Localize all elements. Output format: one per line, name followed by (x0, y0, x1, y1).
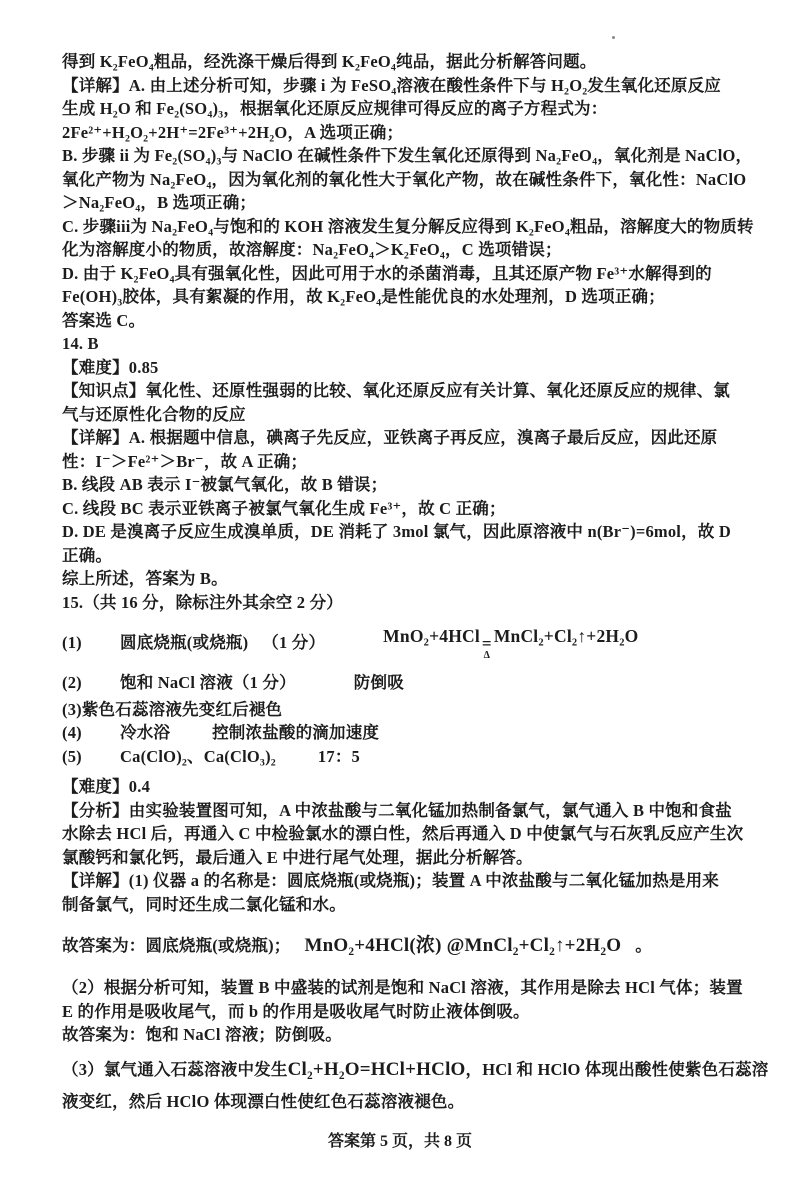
q15-answer-3: (3)紫色石蕊溶液先变红后褪色 (62, 699, 283, 719)
answer-text: 控制浓盐酸的滴加速度 (212, 723, 380, 742)
text-line: 【详解】A. 由上述分析可知，步骤 i 为 FeSO₄溶液在酸性条件下与 H₂O₂发生氧化还原反应 (62, 75, 721, 95)
answer-number: (2) (62, 673, 82, 692)
q15-answer-4 (62, 721, 744, 745)
analysis-line: 【分析】由实验装置图可知，A 中浓盐酸与二氧化锰加热制备氯气，氯气通入 B 中饱和食盐 (62, 800, 732, 820)
text-line: B. 线段 AB 表示 I⁻被氯气氧化，故 B 错误； (62, 475, 388, 494)
text-line: B. 步骤 ii 为 Fe₂(SO₄)₃与 NaClO 在碱性条件下发生氧化还原得到 Na₂FeO₄，氧化剂是 NaClO， (62, 146, 753, 165)
text-line: 制备氯气，同时还生成二氯化锰和水。 (62, 894, 346, 914)
answer-suffix: 。 (635, 936, 652, 956)
score-note: （1 分） (262, 633, 326, 653)
chemical-equation (383, 625, 638, 661)
q15-answer-5 (62, 745, 744, 769)
text-line: 生成 H₂O 和 Fe₂(SO₄)₃，根据氧化还原反应规律可得反应的离子方程式为： (62, 99, 608, 118)
text-line: （2）根据分析可知，装置 B 中盛装的试剂是饱和 NaCl 溶液，其作用是除去 HCl 气体；装置 (62, 978, 743, 997)
delta-symbol: Δ (483, 650, 491, 661)
equation-right: MnCl₂+Cl₂↑+2H₂O (493, 626, 639, 646)
text-line: 氯酸钙和氯化钙，最后通入 E 中进行尾气处理，据此分析解答。 (62, 847, 533, 867)
text-line: D. 由于 K₂FeO₄具有强氧化性，因此可用于水的杀菌消毒，且其还原产物 Fe³⁺水解得到的 (62, 263, 712, 283)
text-line: 正确。 (62, 545, 113, 565)
equation-left: MnO₂+4HCl (383, 626, 480, 646)
answer-selected-line: 答案选 C。 (62, 310, 146, 330)
chemical-equation: Cl₂+H₂O=HCl+HClO (287, 1058, 466, 1080)
answer-number: (4) (62, 723, 82, 742)
summary-line: 综上所述，答案为 B。 (62, 569, 228, 588)
chemical-equation: MnO₂+4HCl(浓) @MnCl₂+Cl₂↑+2H₂O (304, 935, 622, 957)
answer-text: 饱和 NaCl 溶液（1 分） (120, 673, 296, 692)
q15-answer-2 (62, 671, 744, 695)
q15-part1-final-answer (62, 929, 744, 963)
text-line: 性：I⁻＞Fe²⁺＞Br⁻，故 A 正确； (62, 451, 308, 471)
stray-mark (612, 36, 615, 39)
text-line: C. 线段 BC 表示亚铁离子被氯气氧化生成 Fe³⁺，故 C 正确； (62, 498, 506, 518)
text-line: 【详解】A. 根据题中信息，碘离子先反应，亚铁离子再反应，溴离子最后反应，因此还原 (62, 428, 718, 447)
question-15-header: 15.（共 16 分，除标注外其余空 2 分） (62, 592, 343, 612)
difficulty-line: 【难度】0.85 (62, 357, 159, 377)
text-line: 气与还原性化合物的反应 (62, 404, 246, 424)
text-line: D. DE 是溴离子反应生成溴单质，DE 消耗了 3mol 氯气，因此原溶液中 n(Br⁻)=6mol，故 D (62, 522, 731, 541)
text-line: 故答案为：饱和 NaCl 溶液；防倒吸。 (62, 1025, 342, 1044)
answer-suffix: ，HCl 和 HClO 体现出酸性使紫色石蕊溶 (465, 1059, 769, 1079)
difficulty-line: 【难度】0.4 (62, 777, 151, 796)
answer-number: (5) (62, 746, 82, 766)
ionic-equation-line: 2Fe²⁺+H₂O₂+2H⁺=2Fe³⁺+2H₂O，A 选项正确； (62, 122, 404, 142)
answer-text: 防倒吸 (353, 673, 404, 692)
text-line: C. 步骤iii为 Na₂FeO₄与饱和的 KOH 溶液发生复分解反应得到 K₂FeO₄粗品，溶解度大的物质转 (62, 216, 754, 236)
answer-text: 圆底烧瓶(或烧瓶) (120, 633, 249, 653)
knowledge-point-line: 【知识点】氧化性、还原性强弱的比较、氧化还原反应有关计算、氧化还原反应的规律、氯 (62, 381, 730, 400)
q15-answer-1 (62, 624, 744, 662)
answer-text: Ca(ClO)₂、Ca(ClO₃)₂ (120, 746, 276, 766)
equals-delta-sign: = Δ (481, 634, 492, 661)
text-line: 水除去 HCl 后，再通入 C 中检验氯水的漂白性，然后再通入 D 中使氯气与石灰乳反应产生次 (62, 824, 744, 843)
question-14-answer: 14. B (62, 334, 99, 353)
text-line: 化为溶解度小的物质，故溶解度：Na₂FeO₄＞K₂FeO₄，C 选项错误； (62, 240, 562, 259)
text-line: Fe(OH)₃胶体，具有絮凝的作用，故 K₂FeO₄是性能优良的水处理剂，D 选项正确； (62, 287, 665, 306)
answer-number: (1) (62, 633, 82, 653)
ratio-value: 17：5 (317, 746, 360, 766)
text-line: 【详解】(1) 仪器 a 的名称是：圆底烧瓶(或烧瓶)；装置 A 中浓盐酸与二氧化锰加热是用来 (62, 871, 720, 890)
answer-prefix: （3）氯气通入石蕊溶液中发生 (62, 1059, 288, 1079)
page-footer: 答案第 5 页，共 8 页 (327, 1133, 472, 1150)
text-line: E 的作用是吸收尾气，而 b 的作用是吸收尾气时防止液体倒吸。 (62, 1001, 530, 1021)
text-line: 氧化产物为 Na₂FeO₄，因为氧化剂的氧化性大于氧化产物，故在碱性条件下，氧化性：NaClO (62, 169, 747, 189)
text-line: 得到 K₂FeO₄粗品，经洗涤干燥后得到 K₂FeO₄纯品，据此分析解答问题。 (62, 52, 597, 71)
text-line: 液变红，然后 HClO 体现漂白性使红色石蕊溶液褪色。 (62, 1092, 465, 1111)
answer-prefix: 故答案为：圆底烧瓶(或烧瓶)； (62, 936, 291, 956)
answer-text: 冷水浴 (120, 723, 171, 742)
q15-part3-answer (62, 1058, 769, 1082)
text-line: ＞Na₂FeO₄，B 选项正确； (62, 193, 257, 212)
